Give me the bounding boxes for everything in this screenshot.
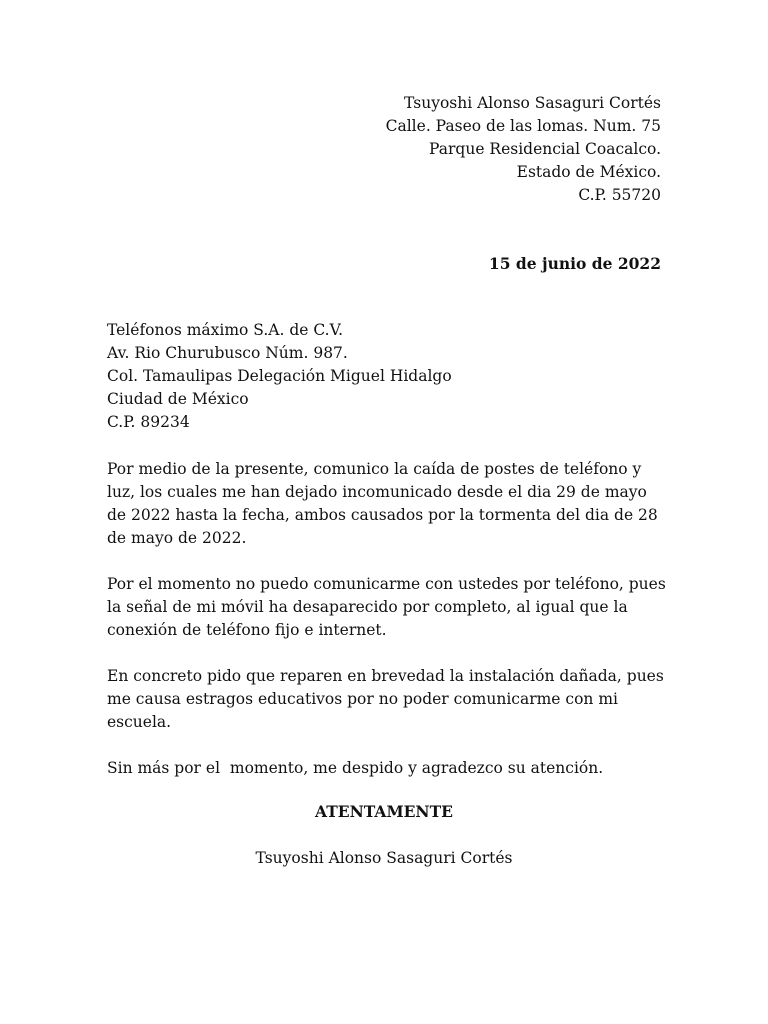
sender-address-block xyxy=(386,92,661,207)
recipient-company: Teléfonos máximo S.A. de C.V. xyxy=(107,321,344,339)
letter-date: 15 de junio de 2022 xyxy=(488,254,661,273)
sender-state: Estado de México. xyxy=(516,163,661,181)
sender-name: Tsuyoshi Alonso Sasaguri Cortés xyxy=(404,94,661,112)
recipient-address-block xyxy=(107,319,452,434)
body-paragraph-1: Por medio de la presente, comunico la caída de postes de teléfono y luz, los cuales me han dejado incomunicado desde el dia 29 de mayo de 2022 hasta la fecha, ambos causados por la tormenta del dia de 28 de mayo de 2022. xyxy=(107,460,658,547)
recipient-street: Av. Rio Churubusco Núm. 987. xyxy=(107,344,348,362)
sender-neighborhood: Parque Residencial Coacalco. xyxy=(429,140,661,158)
closing-title: ATENTAMENTE xyxy=(315,802,453,821)
body-paragraph-2: Por el momento no puedo comunicarme con ustedes por teléfono, pues la señal de mi móvil ha desaparecido por completo, al igual que la conexión de teléfono fijo e internet. xyxy=(107,575,666,639)
sender-street: Calle. Paseo de las lomas. Num. 75 xyxy=(385,117,661,135)
recipient-city: Ciudad de México xyxy=(107,390,249,408)
body-paragraph-4: Sin más por el momento, me despido y agradezco su atención. xyxy=(107,759,604,777)
sender-postal-code: C.P. 55720 xyxy=(578,186,661,204)
recipient-postal-code: C.P. 89234 xyxy=(107,413,190,431)
recipient-neighborhood: Col. Tamaulipas Delegación Miguel Hidalgo xyxy=(107,367,452,385)
signature-name: Tsuyoshi Alonso Sasaguri Cortés xyxy=(255,849,513,867)
letter-body xyxy=(107,458,667,803)
body-paragraph-3: En concreto pido que reparen en brevedad la instalación dañada, pues me causa estragos educativos por no poder comunicarme con mi escuela. xyxy=(107,667,664,731)
